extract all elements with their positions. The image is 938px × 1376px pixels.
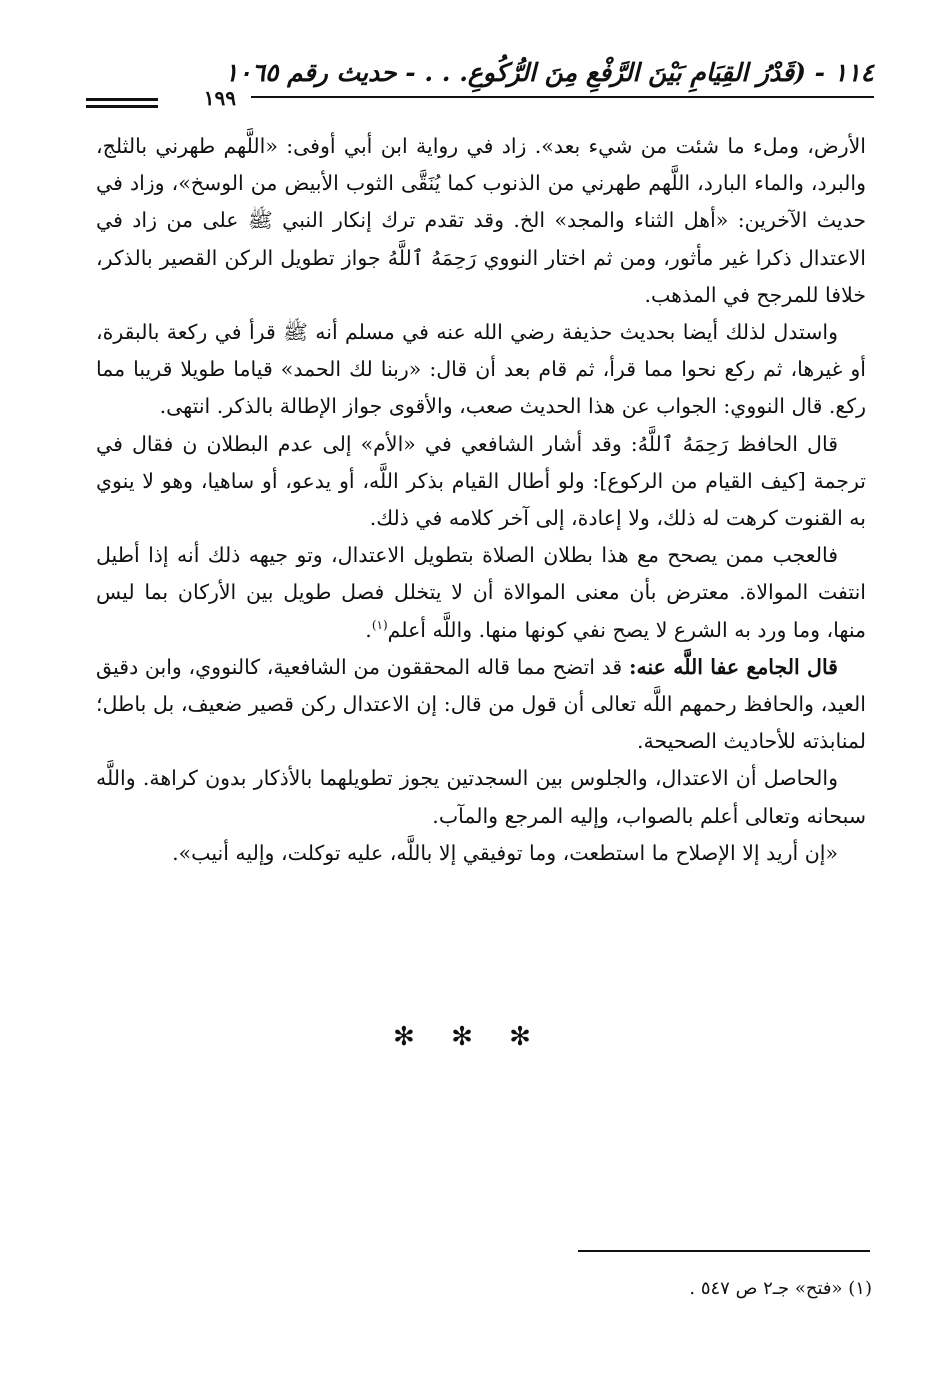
footnote: (١) «فتح» جـ٢ ص ٥٤٧ .	[689, 1278, 872, 1299]
paragraph-4	[96, 537, 866, 649]
paragraph-6: والحاصل أن الاعتدال، والجلوس بين السجدتين يجوز تطويلهما بالأذكار بدون كراهة. واللَّه سبحانه وتعالى أعلم بالصواب، وإليه المرجع والمآب.	[96, 766, 866, 828]
page-number: ١٩٩	[203, 86, 236, 110]
paragraph-5-lead: قال الجامع عفا اللَّه عنه:	[628, 654, 838, 679]
paragraph-3: قال الحافظ رَحِمَهُ ٱللَّهُ: وقد أشار الشافعي في «الأم» إلى عدم البطلان ن فقال في ترجمة [كيف القيام من الركوع]: ولو أطال القيام بذكر اللَّه، أو يدعو، أو ساهيا، وهو لا ينوي به القنوت كرهت له ذلك، ولا إعادة، إلى آخر كلامه في ذلك.	[96, 431, 866, 531]
paragraph-4-text: فالعجب ممن يصحح مع هذا بطلان الصلاة بتطويل الاعتدال، وتو جيهه ذلك أنه إذا أطيل انتفت الموالاة. معترض بأن معنى الموالاة أن لا يتخلل فصل طويل بين الأركان بما ليس منها، وما ورد به الشرع لا يصح نفي كونها منها. واللَّه أعلم	[96, 543, 866, 642]
page-number-double-rule	[86, 98, 158, 108]
running-title: ١١٤ - (قَدْرُ القِيَامِ بَيْنَ الرَّفْعِ مِنَ الرُّكُوعِ. . . - حديث رقم ١٠٦٥	[224, 58, 874, 87]
paragraph-4-end: .	[365, 617, 372, 642]
page-number-block	[86, 86, 236, 114]
section-separator: ✻ ✻ ✻	[393, 1022, 545, 1052]
page-header	[86, 54, 874, 118]
header-rule	[251, 96, 874, 98]
main-text	[96, 128, 866, 872]
paragraph-7: «إن أريد إلا الإصلاح ما استطعت، وما توفيقي إلا باللَّه، عليه توكلت، وإليه أنيب».	[172, 840, 838, 865]
paragraph-5	[96, 649, 866, 761]
paragraph-1: الأرض، وملء ما شئت من شيء بعد». زاد في رواية ابن أبي أوفى: «اللَّهم طهرني بالثلج، والبرد، والماء البارد، اللَّهم طهرني من الذنوب كما يُنَقَّى الثوب الأبيض من الوسخ»، وزاد في حديث الآخرين: «أهل الثناء والمجد» الخ. وقد تقدم ترك إنكار النبي ﷺ على من زاد في الاعتدال ذكرا غير مأثور، ومن ثم اختار النووي رَحِمَهُ ٱللَّهُ جواز تطويل الركن القصير بالذكر، خلافا للمرجح في المذهب.	[96, 134, 866, 307]
paragraph-5-text: قد اتضح مما قاله المحققون من الشافعية، كالنووي، وابن دقيق العيد، والحافظ رحمهم اللَّه تعالى أن قول من قال: إن الاعتدال ركن قصير ضعيف، بل باطل؛ لمنابذته للأحاديث الصحيحة.	[96, 654, 866, 754]
paragraph-2: واستدل لذلك أيضا بحديث حذيفة رضي الله عنه في مسلم أنه ﷺ قرأ في ركعة بالبقرة، أو غيرها، ثم ركع نحوا مما قرأ، ثم قام بعد أن قال: «ربنا لك الحمد» قياما طويلا قريبا مما ركع. قال النووي: الجواب عن هذا الحديث صعب، والأقوى جواز الإطالة بالذكر. انتهى.	[96, 320, 866, 419]
footnote-rule	[578, 1250, 870, 1252]
footnote-reference: (١)	[371, 617, 388, 632]
